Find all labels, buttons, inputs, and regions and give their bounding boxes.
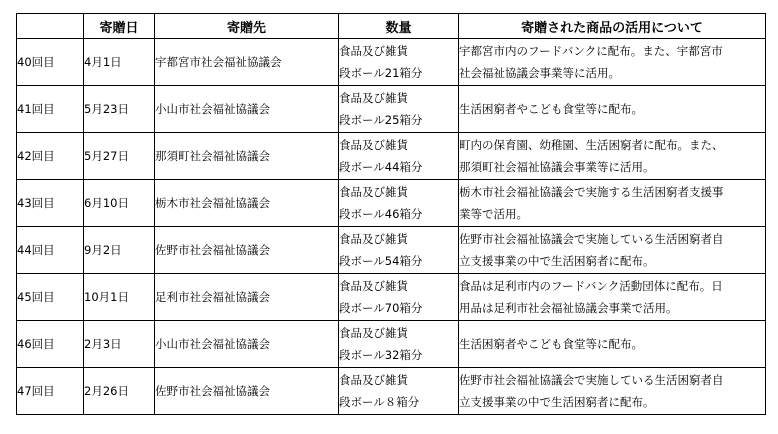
date-cell: 5月27日 xyxy=(84,133,155,180)
date-cell: 10月1日 xyxy=(84,274,155,321)
usage-line-2: 那須町社会福祉協議会事業等に活用。 xyxy=(459,160,655,174)
header-usage: 寄贈された商品の活用について xyxy=(459,14,766,39)
usage-line-2: 立支援事業の中で生活困窮者に配布。 xyxy=(459,254,655,268)
table-row xyxy=(17,227,766,274)
round-cell: 40回目 xyxy=(17,39,84,86)
usage-line-1: 佐野市社会福祉協議会で実施している生活困窮者自 xyxy=(459,373,724,387)
org-cell: 栃木市社会福祉協議会 xyxy=(155,180,339,227)
usage-cell xyxy=(459,274,766,321)
table-row xyxy=(17,133,766,180)
qty-cell xyxy=(339,227,459,274)
usage-cell xyxy=(459,133,766,180)
qty-cell xyxy=(339,86,459,133)
org-cell: 佐野市社会福祉協議会 xyxy=(155,227,339,274)
date-cell: 9月2日 xyxy=(84,227,155,274)
date-cell: 5月23日 xyxy=(84,86,155,133)
qty-cell xyxy=(339,133,459,180)
header-date: 寄贈日 xyxy=(84,14,155,39)
qty-boxes: 段ボール32箱分 xyxy=(339,348,423,362)
usage-line-1: 町内の保育園、幼稚園、生活困窮者に配布。また、 xyxy=(459,138,724,152)
org-cell: 那須町社会福祉協議会 xyxy=(155,133,339,180)
header-qty: 数量 xyxy=(339,14,459,39)
usage-cell xyxy=(459,227,766,274)
date-cell: 2月26日 xyxy=(84,368,155,415)
round-cell: 41回目 xyxy=(17,86,84,133)
table-row xyxy=(17,86,766,133)
qty-boxes: 段ボール21箱分 xyxy=(339,66,423,80)
usage-line-1: 生活困窮者やこども食堂等に配布。 xyxy=(459,102,643,116)
qty-type: 食品及び雑貨 xyxy=(339,232,408,246)
round-cell: 44回目 xyxy=(17,227,84,274)
qty-boxes: 段ボール46箱分 xyxy=(339,207,423,221)
table-row xyxy=(17,321,766,368)
date-cell: 6月10日 xyxy=(84,180,155,227)
usage-cell xyxy=(459,86,766,133)
org-cell: 足利市社会福祉協議会 xyxy=(155,274,339,321)
qty-cell xyxy=(339,180,459,227)
qty-boxes: 段ボール70箱分 xyxy=(339,301,423,315)
usage-cell xyxy=(459,321,766,368)
qty-cell xyxy=(339,274,459,321)
qty-type: 食品及び雑貨 xyxy=(339,91,408,105)
qty-type: 食品及び雑貨 xyxy=(339,279,408,293)
usage-line-1: 佐野市社会福祉協議会で実施している生活困窮者自 xyxy=(459,232,724,246)
usage-line-2: 社会福祉協議会事業等に活用。 xyxy=(459,66,620,80)
qty-type: 食品及び雑貨 xyxy=(339,44,408,58)
qty-cell xyxy=(339,368,459,415)
qty-type: 食品及び雑貨 xyxy=(339,326,408,340)
org-cell: 宇都宮市社会福祉協議会 xyxy=(155,39,339,86)
usage-line-2: 立支援事業の中で生活困窮者に配布。 xyxy=(459,395,655,409)
date-cell: 2月3日 xyxy=(84,321,155,368)
table-row xyxy=(17,274,766,321)
qty-type: 食品及び雑貨 xyxy=(339,185,408,199)
usage-line-1: 栃木市社会福祉協議会で実施する生活困窮者支援事 xyxy=(459,185,724,199)
usage-cell xyxy=(459,39,766,86)
table-row xyxy=(17,368,766,415)
usage-line-1: 宇都宮市内のフードバンクに配布。また、宇都宮市 xyxy=(459,44,723,58)
round-cell: 47回目 xyxy=(17,368,84,415)
table-row xyxy=(17,39,766,86)
donation-table xyxy=(16,13,766,415)
qty-cell xyxy=(339,39,459,86)
qty-type: 食品及び雑貨 xyxy=(339,373,408,387)
round-cell: 43回目 xyxy=(17,180,84,227)
table-row xyxy=(17,180,766,227)
usage-line-1: 生活困窮者やこども食堂等に配布。 xyxy=(459,337,643,351)
qty-boxes: 段ボール54箱分 xyxy=(339,254,423,268)
qty-cell xyxy=(339,321,459,368)
round-cell: 42回目 xyxy=(17,133,84,180)
date-cell: 4月1日 xyxy=(84,39,155,86)
qty-boxes: 段ボール44箱分 xyxy=(339,160,423,174)
org-cell: 小山市社会福祉協議会 xyxy=(155,86,339,133)
qty-boxes: 段ボール８箱分 xyxy=(339,395,420,409)
usage-line-2: 業等で活用。 xyxy=(459,207,528,221)
usage-cell xyxy=(459,368,766,415)
usage-line-2: 用品は足利市社会福祉協議会事業で活用。 xyxy=(459,301,678,315)
header-row xyxy=(17,14,766,39)
org-cell: 小山市社会福祉協議会 xyxy=(155,321,339,368)
round-cell: 46回目 xyxy=(17,321,84,368)
header-org: 寄贈先 xyxy=(155,14,339,39)
header-round xyxy=(17,14,84,39)
usage-cell xyxy=(459,180,766,227)
usage-line-1: 食品は足利市内のフードバンク活動団体に配布。日 xyxy=(459,279,723,293)
round-cell: 45回目 xyxy=(17,274,84,321)
qty-boxes: 段ボール25箱分 xyxy=(339,113,423,127)
org-cell: 佐野市社会福祉協議会 xyxy=(155,368,339,415)
qty-type: 食品及び雑貨 xyxy=(339,138,408,152)
